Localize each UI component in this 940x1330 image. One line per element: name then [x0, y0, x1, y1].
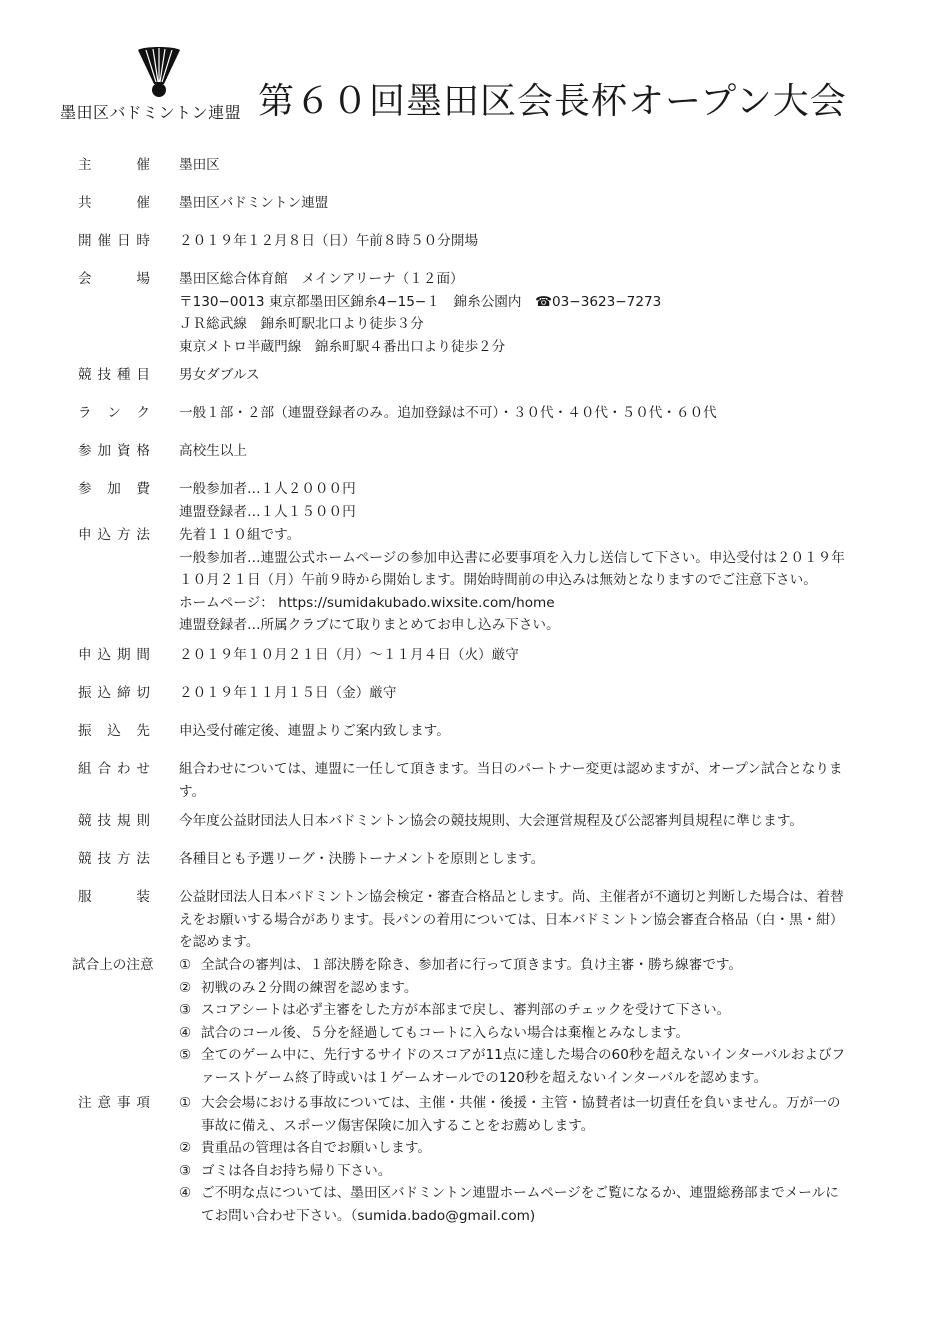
row-value-line: ２０１９年１１月１５日（金）厳守: [179, 685, 397, 701]
row-label-char: 切: [136, 685, 150, 701]
row-label-char: 組: [78, 761, 92, 777]
row-value: [179, 524, 889, 637]
item-text-line: スコアシートは必ず主審をした方が本部まで戻し、審判部のチェックを受けて下さい。: [201, 1002, 731, 1018]
item-text-line: 試合のコール後、５分を経過してもコートに入らない場合は棄権とみなします。: [201, 1024, 690, 1041]
row-value: [179, 886, 889, 954]
row-label-char: 催: [136, 157, 150, 173]
row-label-char: 技: [97, 851, 112, 867]
row-label: [78, 886, 150, 909]
row-label-char: 申: [78, 527, 92, 543]
item-number: ②: [179, 1140, 192, 1156]
row-value: [179, 644, 889, 667]
item-text-line: てお問い合わせ下さい。（sumida.bado@gmail.com): [201, 1207, 536, 1224]
row-label: [78, 720, 150, 743]
row-label-char: 加: [97, 443, 112, 459]
row-value: [179, 758, 889, 803]
row-value-line: 公益財団法人日本バドミントン協会検定・審査合格品とします。尚、主催者が不適切と判断した場合は、着替: [179, 889, 844, 905]
item-text-line: ァーストゲーム終了時或いは１ゲームオールでの120秒を超えないインターバルを認めます。: [201, 1069, 768, 1086]
info-row: [0, 268, 940, 358]
info-row: [0, 758, 940, 803]
row-label-char: 間: [136, 647, 150, 663]
row-label-char: 資: [116, 443, 131, 459]
list-item: [179, 1160, 889, 1183]
info-row: [0, 810, 940, 833]
row-label-char: 参: [78, 481, 92, 497]
list-item: [179, 999, 889, 1022]
item-text-line: 貴重品の管理は各自でお願いします。: [201, 1140, 432, 1156]
item-text-line: 全試合の審判は、１部決勝を除き、参加者に行って頂きます。負け主審・勝ち線審です。: [201, 957, 743, 973]
item-number: ④: [179, 1024, 192, 1041]
row-label-char: 先: [136, 723, 150, 739]
row-label-char: 込: [107, 723, 121, 739]
row-label-char: 法: [136, 851, 150, 867]
row-value: [179, 364, 889, 387]
row-label-char: 主: [78, 157, 92, 173]
row-label-char: 服: [78, 889, 92, 905]
row-value: [179, 682, 889, 705]
row-value: [179, 192, 889, 215]
row-label-char: 項: [136, 1095, 150, 1111]
row-value-line: 一般参加者…連盟公式ホームページの参加申込書に必要事項を入力し送信して下さい。申込受付は２０１９年: [179, 549, 845, 566]
row-label: [78, 230, 150, 253]
row-label: [78, 810, 150, 833]
row-value-line: 先着１１０組です。: [179, 527, 301, 543]
row-label: [78, 848, 150, 871]
row-value-line: 申込受付確定後、連盟よりご案内致します。: [179, 723, 450, 739]
row-value-line: 各種目とも予選リーグ・決勝トーナメントを原則とします。: [179, 851, 545, 867]
row-label-char: 費: [136, 481, 150, 497]
info-row: [0, 848, 940, 871]
item-number: ①: [179, 957, 192, 973]
info-row: [0, 192, 940, 215]
row-value: [179, 1092, 889, 1227]
list-item: [179, 1022, 889, 1045]
info-row: [0, 720, 940, 743]
item-text-line: ご不明な点については、墨田区バドミントン連盟ホームページをご覧になるか、連盟総務部までメールに: [201, 1185, 839, 1201]
row-label: [78, 192, 150, 215]
row-label-char: 意: [97, 1095, 112, 1111]
row-label-char: ン: [107, 405, 121, 421]
row-value: [179, 848, 889, 871]
row-value-line: ２０１９年１０月２１日（月）〜１１月４日（火）厳守: [179, 647, 519, 663]
list-item: [179, 1092, 889, 1137]
row-label-char: 装: [136, 889, 150, 905]
row-value-line: ホームページ： https://sumidakubado.wixsite.com/home: [179, 594, 555, 611]
row-value-line: 組合わせについては、連盟に一任して頂きます。当日のパートナー変更は認めますが、オープン試合となりま: [179, 761, 843, 777]
row-label-char: 目: [136, 367, 150, 383]
row-label-char: 技: [97, 813, 112, 829]
row-value-line: 男女ダブルス: [179, 367, 260, 383]
row-label-char: 締: [116, 685, 131, 701]
row-value-line: 一般参加者…１人２０００円: [179, 481, 356, 497]
row-label-char: 込: [97, 527, 112, 543]
info-row: [0, 644, 940, 667]
info-row: [0, 524, 940, 637]
row-label-char: 振: [78, 685, 92, 701]
row-value-line: １０月２１日（月）午前９時から開始します。開始時間前の申込みは無効となりますのでご注意下さい。: [179, 572, 817, 588]
row-label-char: 競: [78, 813, 92, 829]
page-title: 第６０回墨田区会長杯オープン大会: [258, 81, 847, 122]
row-label-char: 開: [78, 233, 92, 249]
row-value: [179, 954, 889, 1089]
row-value-line: す。: [179, 783, 206, 800]
list-item: [179, 1137, 889, 1160]
info-row: [0, 1092, 940, 1227]
row-value: [179, 230, 889, 253]
row-label: [78, 440, 150, 463]
row-label: [78, 268, 150, 291]
list-item: [179, 954, 889, 977]
org-name: 墨田区バドミントン連盟: [60, 103, 242, 122]
row-value-line: 〒130−0013 東京都墨田区錦糸4−15−１ 錦糸公園内 ☎03−3623−7273: [179, 293, 662, 310]
item-number: ⑤: [179, 1047, 192, 1063]
row-label-char: 則: [136, 813, 150, 829]
row-value-line: 連盟登録者…１人１５００円: [179, 503, 356, 520]
row-label-char: 共: [78, 195, 92, 211]
row-label-char: 事: [116, 1095, 131, 1111]
row-label: [78, 682, 150, 705]
org-logo: [60, 44, 240, 124]
info-row: [0, 886, 940, 954]
item-number: ④: [179, 1185, 192, 1201]
info-row: [0, 154, 940, 177]
row-value-line: を認めます。: [179, 934, 260, 950]
item-text-line: 初戦のみ２分間の練習を認めます。: [201, 979, 418, 996]
info-row: [0, 364, 940, 387]
info-row: [0, 478, 940, 523]
row-value: [179, 810, 889, 833]
row-label-char: 方: [116, 851, 131, 867]
item-number: ①: [179, 1095, 192, 1111]
row-label-char: 格: [136, 443, 150, 459]
row-label-char: 加: [107, 481, 121, 497]
row-label-char: 競: [78, 367, 92, 383]
row-value-line: 連盟登録者…所属クラブにて取りまとめてお申し込み下さい。: [179, 617, 560, 633]
item-text-line: 事故に備え、スポーツ傷害保険に加入することをお薦めします。: [201, 1117, 595, 1134]
row-label-char: 方: [116, 527, 131, 543]
row-value-line: 墨田区総合体育館 メインアリーナ（１２面）: [179, 271, 464, 287]
row-label-char: 場: [136, 271, 150, 287]
row-value-line: 東京メトロ半蔵門線 錦糸町駅４番出口より徒歩２分: [179, 338, 506, 355]
info-row: [0, 402, 940, 425]
row-value-line: 一般１部・２部（連盟登録者のみ。追加登録は不可）・３０代・４０代・５０代・６０代: [179, 405, 717, 421]
row-value-line: ２０１９年１２月８日（日）午前８時５０分開場: [179, 233, 479, 249]
item-text-line: 全てのゲーム中に、先行するサイドのスコアが11点に達した場合の60秒を超えないインターバルおよびフ: [201, 1047, 846, 1063]
page-header: [0, 0, 940, 140]
list-item: [179, 1044, 889, 1089]
row-label: [78, 154, 150, 177]
item-text-line: ゴミは各自お持ち帰り下さい。: [201, 1162, 392, 1179]
row-value: [179, 402, 889, 425]
row-label-char: 競: [78, 851, 92, 867]
row-value-line: 墨田区: [179, 157, 220, 173]
row-label-char: 期: [116, 647, 131, 663]
row-value-line: えをお願いする場合があります。長パンの着用については、日本バドミントン協会審査合格品（白・黒・紺）: [179, 911, 844, 928]
item-text-line: 大会会場における事故については、主催・共催・後援・主管・協賛者は一切責任を負いません。万が一の: [201, 1095, 841, 1111]
row-label-char: 申: [78, 647, 92, 663]
item-number: ③: [179, 1002, 192, 1018]
row-value-line: ＪＲ総武線 錦糸町駅北口より徒歩３分: [179, 316, 424, 332]
row-label-char: 合: [97, 761, 112, 777]
row-value-line: 今年度公益財団法人日本バドミントン協会の競技規則、大会運営規程及び公認審判員規程に準じます。: [179, 813, 803, 829]
row-label-char: ク: [136, 405, 150, 421]
row-label-char: せ: [136, 761, 150, 777]
list-item: [179, 1182, 889, 1227]
row-label: [78, 402, 150, 425]
row-label-char: わ: [116, 761, 131, 777]
info-row: [0, 954, 940, 1089]
info-row: [0, 682, 940, 705]
row-label-char: 振: [78, 723, 92, 739]
row-label-char: 種: [116, 367, 131, 383]
row-label-text: 試合上の注意: [72, 957, 154, 973]
row-value: [179, 720, 889, 743]
shuttlecock-icon: [134, 44, 184, 100]
item-number: ③: [179, 1162, 192, 1179]
row-label-char: 催: [97, 233, 112, 249]
row-label: [78, 1092, 150, 1115]
row-label-char: 会: [78, 271, 92, 287]
row-label-char: 日: [116, 233, 131, 249]
row-value: [179, 478, 889, 523]
item-number: ②: [179, 979, 192, 996]
row-value: [179, 440, 889, 463]
row-label-char: 催: [136, 195, 150, 211]
row-label-char: 時: [136, 233, 150, 249]
info-row: [0, 440, 940, 463]
row-value: [179, 154, 889, 177]
row-label: [78, 524, 150, 547]
row-label: [72, 954, 158, 977]
row-value-line: 墨田区バドミントン連盟: [179, 195, 329, 211]
row-label-char: 参: [78, 443, 92, 459]
info-row: [0, 230, 940, 253]
row-value-line: 高校生以上: [179, 443, 247, 459]
row-label: [78, 478, 150, 501]
row-label-char: ラ: [78, 405, 92, 421]
row-label: [78, 758, 150, 781]
row-label-char: 注: [78, 1095, 92, 1111]
list-item: [179, 977, 889, 1000]
row-label: [78, 644, 150, 667]
row-label-char: 規: [116, 813, 131, 829]
row-label: [78, 364, 150, 387]
row-label-char: 法: [136, 527, 150, 543]
row-value: [179, 268, 889, 358]
row-label-char: 込: [97, 647, 112, 663]
row-label-char: 技: [97, 367, 112, 383]
row-label-char: 込: [97, 685, 112, 701]
